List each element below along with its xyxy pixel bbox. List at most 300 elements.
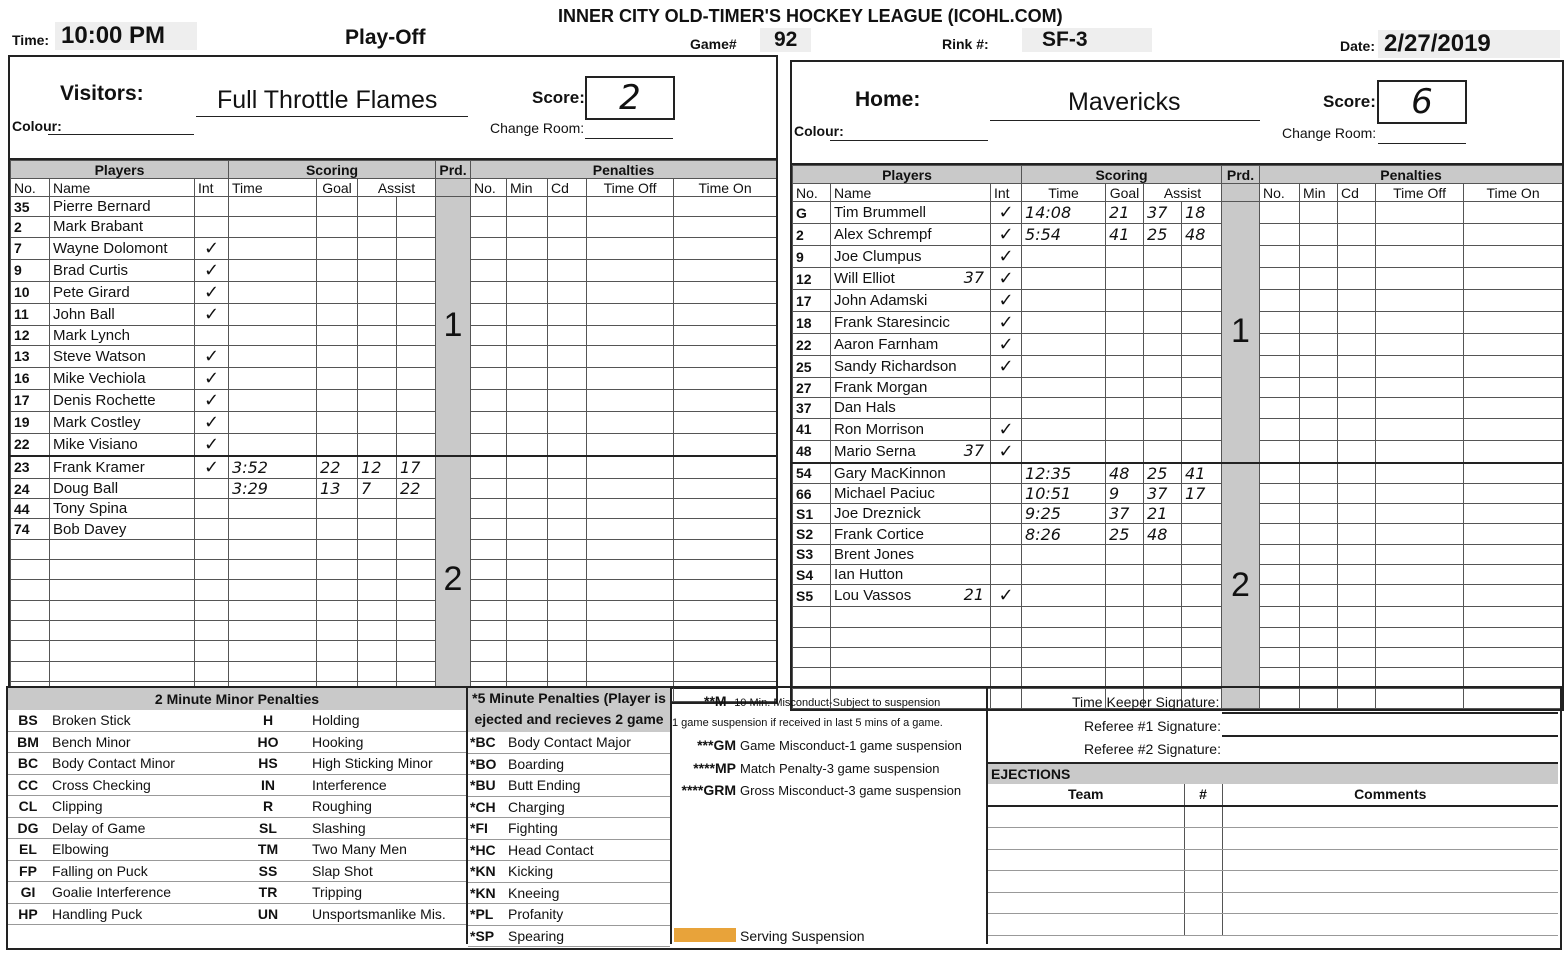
player-name xyxy=(50,600,195,620)
player-number: 16 xyxy=(11,367,50,389)
prd-header: Prd. xyxy=(1222,166,1260,184)
scoring-goal: 41 xyxy=(1106,224,1144,246)
scoring-a1: 25 xyxy=(1144,463,1182,484)
int-check: ✓ xyxy=(195,456,229,479)
player-name xyxy=(50,325,195,345)
penalty-cell xyxy=(674,345,777,367)
scoring-a1 xyxy=(1144,356,1182,378)
table-row xyxy=(11,345,777,367)
legend-row xyxy=(8,903,466,925)
int-check: ✓ xyxy=(991,418,1022,440)
minor-penalties-title: 2 Minute Minor Penalties xyxy=(8,688,466,710)
col-time-on: Time On xyxy=(674,179,777,197)
scoring-goal xyxy=(317,411,358,433)
scoring-time xyxy=(1022,334,1106,356)
player-number: 54 xyxy=(793,463,831,484)
penalty-cell xyxy=(1260,440,1300,463)
penalty-cell xyxy=(674,661,777,681)
legend-row xyxy=(8,753,466,775)
int-check xyxy=(195,560,229,580)
col-name: Name xyxy=(50,179,195,197)
scoring-time xyxy=(229,281,317,303)
penalty-code: *PL xyxy=(468,904,504,926)
penalty-cell xyxy=(1300,544,1338,564)
table-row xyxy=(793,290,1563,312)
penalty-name: Boarding xyxy=(504,753,670,775)
player-number xyxy=(793,647,831,667)
penalty-cell xyxy=(507,661,548,681)
penalty-cell xyxy=(674,197,777,217)
penalty-cell xyxy=(1376,356,1464,378)
player-name xyxy=(831,224,991,246)
penalty-cell xyxy=(1464,224,1563,246)
scoring-a1: 37 xyxy=(1144,483,1182,503)
player-name xyxy=(50,456,195,479)
time-label: Time: xyxy=(12,32,50,48)
penalty-cell xyxy=(587,519,674,539)
scoring-a1: 12 xyxy=(358,456,397,479)
player-name xyxy=(50,259,195,281)
ejections-number-header: # xyxy=(1184,784,1222,806)
scoring-time xyxy=(1022,627,1106,647)
penalty-cell xyxy=(471,237,507,259)
table-row xyxy=(793,378,1563,398)
penalties-header: Penalties xyxy=(471,161,777,179)
player-number: 35 xyxy=(11,197,50,217)
int-check: ✓ xyxy=(195,367,229,389)
scoring-time xyxy=(1022,356,1106,378)
penalty-cell xyxy=(674,620,777,640)
legend-row xyxy=(468,861,670,883)
penalty-cell xyxy=(674,560,777,580)
ejection-cell xyxy=(1222,806,1558,828)
int-check: ✓ xyxy=(991,246,1022,268)
penalty-code: GI xyxy=(8,882,48,904)
scoring-a2 xyxy=(1182,246,1222,268)
penalty-cell xyxy=(548,281,587,303)
home-score: 6 xyxy=(1377,80,1467,124)
player-name-text: Denis Rochette xyxy=(53,391,156,409)
penalty-cell xyxy=(1376,398,1464,418)
col-pen-no: No. xyxy=(471,179,507,197)
ejection-cell xyxy=(988,871,1184,893)
table-row xyxy=(11,661,777,681)
scoring-goal xyxy=(317,600,358,620)
ejection-row xyxy=(988,892,1558,914)
legend-row xyxy=(468,882,670,904)
col-pen-no: No. xyxy=(1260,184,1300,202)
col-int: Int xyxy=(195,179,229,197)
table-row xyxy=(793,202,1563,224)
penalty-cell xyxy=(1260,246,1300,268)
scoring-goal xyxy=(1106,312,1144,334)
penalty-cell xyxy=(548,456,587,479)
penalty-cell xyxy=(1300,607,1338,627)
scoring-a2 xyxy=(1182,418,1222,440)
int-check: ✓ xyxy=(195,411,229,433)
ejection-row xyxy=(988,914,1558,936)
scoring-goal xyxy=(317,367,358,389)
scoring-a2 xyxy=(397,433,436,456)
player-name xyxy=(50,539,195,559)
ejection-cell xyxy=(1184,806,1222,828)
penalty-cell xyxy=(507,620,548,640)
legend-row xyxy=(8,796,466,818)
penalty-cell xyxy=(587,325,674,345)
player-name xyxy=(50,197,195,217)
penalty-cell xyxy=(548,499,587,519)
penalty-cell xyxy=(1464,647,1563,667)
penalty-cell xyxy=(1300,334,1338,356)
scoring-a1 xyxy=(1144,418,1182,440)
scoring-a1 xyxy=(358,389,397,411)
penalty-cell xyxy=(548,237,587,259)
penalty-name: Delay of Game xyxy=(48,817,228,839)
scoring-header: Scoring xyxy=(1022,166,1222,184)
penalty-cell xyxy=(674,519,777,539)
int-check xyxy=(195,519,229,539)
penalty-cell xyxy=(1300,378,1338,398)
penalty-name: Slap Shot xyxy=(308,860,466,882)
scoring-a1 xyxy=(358,411,397,433)
player-number xyxy=(11,661,50,681)
misconduct-row xyxy=(672,779,986,802)
penalty-cell xyxy=(471,478,507,498)
penalty-cell xyxy=(471,620,507,640)
player-number: S5 xyxy=(793,585,831,607)
player-number: 7 xyxy=(11,237,50,259)
player-name xyxy=(50,499,195,519)
penalty-code: DG xyxy=(8,817,48,839)
penalty-cell xyxy=(1376,544,1464,564)
player-name xyxy=(50,560,195,580)
penalty-cell xyxy=(507,411,548,433)
scoring-a2 xyxy=(1182,565,1222,585)
player-name-text: Frank Morgan xyxy=(834,379,928,397)
penalty-cell xyxy=(1338,524,1376,544)
penalty-cell xyxy=(1260,224,1300,246)
player-name xyxy=(831,246,991,268)
penalty-cell xyxy=(674,259,777,281)
penalty-code: *BC xyxy=(468,732,504,753)
player-name xyxy=(50,237,195,259)
int-check xyxy=(195,580,229,600)
scoring-time xyxy=(1022,290,1106,312)
penalty-cell xyxy=(1338,334,1376,356)
player-name-text: Doug Ball xyxy=(53,480,119,498)
penalty-cell xyxy=(1338,246,1376,268)
penalty-cell xyxy=(1300,463,1338,484)
penalty-cell xyxy=(1338,544,1376,564)
player-name xyxy=(831,627,991,647)
penalty-code: BS xyxy=(8,710,48,731)
scoring-a1 xyxy=(1144,246,1182,268)
int-check: ✓ xyxy=(991,440,1022,463)
penalty-cell xyxy=(1376,290,1464,312)
col-time: Time xyxy=(229,179,317,197)
ejection-cell xyxy=(1222,871,1558,893)
player-number: 22 xyxy=(793,334,831,356)
penalty-code: SL xyxy=(228,817,308,839)
int-check: ✓ xyxy=(991,585,1022,607)
scoring-a2 xyxy=(1182,544,1222,564)
penalty-cell xyxy=(507,389,548,411)
scoring-goal: 13 xyxy=(317,478,358,498)
penalty-cell xyxy=(674,641,777,661)
prd-header: Prd. xyxy=(436,161,471,179)
penalty-cell xyxy=(548,580,587,600)
scoring-a2 xyxy=(397,641,436,661)
penalty-code: *BO xyxy=(468,753,504,775)
penalty-cell xyxy=(1464,440,1563,463)
ejection-cell xyxy=(1184,892,1222,914)
penalty-cell xyxy=(1260,418,1300,440)
legend-row xyxy=(468,753,670,775)
game-type: Play-Off xyxy=(345,26,426,49)
scoring-a1 xyxy=(1144,565,1182,585)
scoring-a1 xyxy=(358,600,397,620)
scoring-a2 xyxy=(1182,378,1222,398)
int-check xyxy=(991,504,1022,524)
penalty-cell xyxy=(507,217,548,237)
scoring-time xyxy=(229,661,317,681)
penalty-code: R xyxy=(228,796,308,818)
scoring-a1 xyxy=(358,217,397,237)
handwritten-note: 37 xyxy=(963,268,984,287)
home-colour-label: Colour: xyxy=(794,123,844,139)
penalty-cell xyxy=(1300,290,1338,312)
penalty-cell xyxy=(1260,463,1300,484)
player-name xyxy=(50,303,195,325)
scoring-time xyxy=(1022,312,1106,334)
table-row xyxy=(11,519,777,539)
scoring-time xyxy=(1022,647,1106,667)
scoring-time xyxy=(229,389,317,411)
penalty-cell xyxy=(1300,398,1338,418)
scoring-goal xyxy=(1106,418,1144,440)
penalty-cell xyxy=(674,580,777,600)
scoring-goal xyxy=(1106,356,1144,378)
major-penalties-section xyxy=(468,688,670,947)
player-name xyxy=(50,411,195,433)
col-time: Time xyxy=(1022,184,1106,202)
penalty-cell xyxy=(1300,356,1338,378)
penalty-cell xyxy=(548,539,587,559)
scoring-time xyxy=(229,325,317,345)
table-row xyxy=(793,312,1563,334)
scoring-a1 xyxy=(358,281,397,303)
scoring-a1 xyxy=(358,499,397,519)
player-name xyxy=(831,565,991,585)
home-score-label: Score: xyxy=(1323,92,1376,111)
col-time-on: Time On xyxy=(1464,184,1563,202)
penalty-cell xyxy=(587,345,674,367)
penalty-cell xyxy=(1338,378,1376,398)
ejection-cell xyxy=(1222,849,1558,871)
penalty-cell xyxy=(1300,418,1338,440)
period-1-label: 1 xyxy=(436,197,471,456)
player-name-text: Mike Vechiola xyxy=(53,369,146,387)
scoring-a1 xyxy=(1144,440,1182,463)
scoring-a2 xyxy=(397,499,436,519)
scoring-a2 xyxy=(397,661,436,681)
scoring-time xyxy=(229,411,317,433)
legend-row xyxy=(8,731,466,753)
player-number: 22 xyxy=(11,433,50,456)
scoring-goal xyxy=(317,303,358,325)
col-no: No. xyxy=(793,184,831,202)
scoring-time xyxy=(229,433,317,456)
penalty-name: Handling Puck xyxy=(48,903,228,925)
scoring-a2: 18 xyxy=(1182,202,1222,224)
ejection-row xyxy=(988,828,1558,850)
scoring-time xyxy=(1022,378,1106,398)
player-name-text: Ian Hutton xyxy=(834,566,904,584)
home-sheet xyxy=(790,163,1564,711)
scoring-goal: 25 xyxy=(1106,524,1144,544)
penalty-cell xyxy=(1464,312,1563,334)
penalty-cell xyxy=(1376,312,1464,334)
scoring-a1 xyxy=(1144,378,1182,398)
scoring-goal: 9 xyxy=(1106,483,1144,503)
penalty-cell xyxy=(1338,463,1376,484)
scoring-a2 xyxy=(397,217,436,237)
penalty-cell xyxy=(548,389,587,411)
player-number: 2 xyxy=(11,217,50,237)
player-number: 12 xyxy=(793,268,831,290)
penalty-cell xyxy=(674,499,777,519)
penalty-cell xyxy=(1376,378,1464,398)
player-name-text: Alex Schrempf xyxy=(834,226,932,243)
penalty-cell xyxy=(548,411,587,433)
scoring-time: 3:52 xyxy=(229,456,317,479)
table-row xyxy=(11,259,777,281)
int-check xyxy=(195,499,229,519)
player-number: 17 xyxy=(793,290,831,312)
penalty-cell xyxy=(674,600,777,620)
penalty-code: CC xyxy=(8,774,48,796)
minor-penalties-section xyxy=(8,688,466,925)
penalty-cell xyxy=(548,259,587,281)
player-number: 48 xyxy=(793,440,831,463)
scoring-goal xyxy=(317,661,358,681)
major-penalties-title-2: ejected and recieves 2 game xyxy=(474,711,664,727)
scoring-a2 xyxy=(397,411,436,433)
player-name xyxy=(831,585,991,607)
penalty-cell xyxy=(1464,398,1563,418)
penalty-cell xyxy=(1300,565,1338,585)
players-header: Players xyxy=(11,161,229,179)
scoring-a1 xyxy=(1144,647,1182,667)
scoring-a2 xyxy=(397,367,436,389)
scoring-goal: 21 xyxy=(1106,202,1144,224)
scoring-a1 xyxy=(1144,544,1182,564)
player-name xyxy=(831,268,991,290)
scoring-goal xyxy=(317,389,358,411)
scoring-a1: 21 xyxy=(1144,504,1182,524)
penalty-cell xyxy=(548,620,587,640)
scoring-goal xyxy=(1106,398,1144,418)
table-row xyxy=(793,246,1563,268)
penalty-cell xyxy=(1260,483,1300,503)
penalty-cell xyxy=(674,367,777,389)
scoring-time: 12:35 xyxy=(1022,463,1106,484)
misconduct-code: ****GRM xyxy=(681,782,736,798)
player-name-text: John Adamski xyxy=(834,292,928,309)
legend-row xyxy=(8,710,466,731)
handwritten-note: 21 xyxy=(963,585,984,605)
visitors-label: Visitors: xyxy=(60,82,144,105)
table-row xyxy=(11,325,777,345)
scoring-time xyxy=(1022,607,1106,627)
table-row xyxy=(11,499,777,519)
penalty-cell xyxy=(1464,356,1563,378)
penalty-name: Two Many Men xyxy=(308,839,466,861)
scoring-time xyxy=(229,367,317,389)
penalty-name: Holding xyxy=(308,710,466,731)
penalty-cell xyxy=(471,197,507,217)
scoring-goal xyxy=(317,197,358,217)
legend-row xyxy=(468,796,670,818)
col-cd: Cd xyxy=(548,179,587,197)
penalty-cell xyxy=(1338,290,1376,312)
penalty-name: Body Contact Major xyxy=(504,732,670,753)
penalty-cell xyxy=(471,345,507,367)
penalty-cell xyxy=(674,456,777,479)
penalty-cell xyxy=(1260,544,1300,564)
penalty-cell xyxy=(587,478,674,498)
visitors-change-room-label: Change Room: xyxy=(490,120,585,136)
player-name xyxy=(50,580,195,600)
legend-row xyxy=(468,925,670,947)
penalty-cell xyxy=(1464,463,1563,484)
player-number xyxy=(11,620,50,640)
penalty-cell xyxy=(507,197,548,217)
penalty-cell xyxy=(471,456,507,479)
legend-row xyxy=(468,818,670,840)
penalty-cell xyxy=(471,259,507,281)
player-number xyxy=(11,560,50,580)
penalty-cell xyxy=(507,303,548,325)
scoring-a2 xyxy=(1182,312,1222,334)
penalty-cell xyxy=(1338,607,1376,627)
scoring-a1: 7 xyxy=(358,478,397,498)
int-check xyxy=(991,524,1022,544)
penalty-cell xyxy=(1376,418,1464,440)
penalty-cell xyxy=(1260,290,1300,312)
scoring-time xyxy=(1022,585,1106,607)
col-goal: Goal xyxy=(317,179,358,197)
int-check xyxy=(991,647,1022,667)
scoring-a2 xyxy=(1182,585,1222,607)
penalty-cell xyxy=(507,560,548,580)
scoring-a2 xyxy=(397,345,436,367)
player-name-text: Pete Girard xyxy=(53,283,130,301)
scoring-a2 xyxy=(1182,398,1222,418)
penalty-cell xyxy=(587,433,674,456)
penalty-cell xyxy=(1338,356,1376,378)
scoring-goal xyxy=(317,620,358,640)
scoring-goal xyxy=(317,580,358,600)
legend-row xyxy=(468,839,670,861)
visitors-team-name: Full Throttle Flames xyxy=(217,86,438,114)
penalty-cell xyxy=(1260,334,1300,356)
player-name xyxy=(831,607,991,627)
scoring-time xyxy=(1022,268,1106,290)
scoring-time: 5:54 xyxy=(1022,224,1106,246)
table-row xyxy=(793,334,1563,356)
scoring-a2 xyxy=(397,580,436,600)
